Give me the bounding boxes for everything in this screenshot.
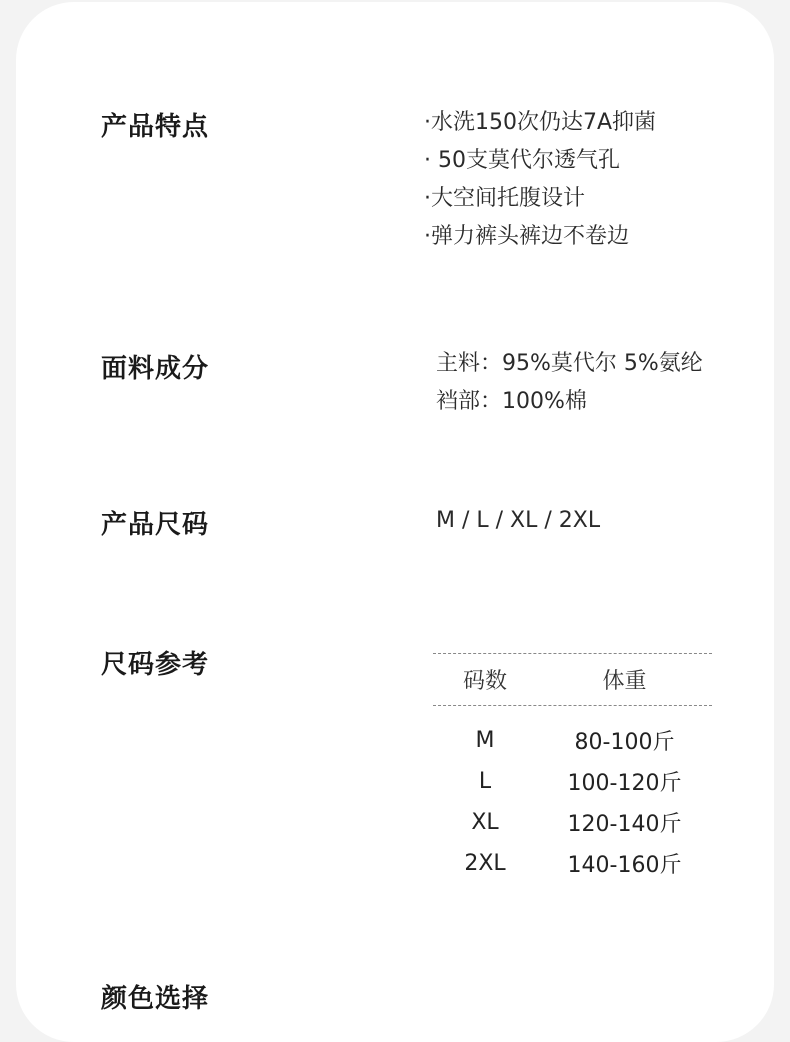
weight-cell: 80-100斤 — [574, 730, 675, 755]
table-row — [433, 720, 712, 761]
features-list — [424, 104, 656, 256]
size-cell: 2XL — [464, 851, 506, 876]
feature-item: ·弹力裤头裤边不卷边 — [424, 224, 629, 249]
fabric-heading: 面料成分 — [101, 354, 210, 384]
size-cell: XL — [471, 810, 499, 835]
sizes-heading: 产品尺码 — [101, 510, 210, 540]
size-reference-heading: 尺码参考 — [101, 650, 210, 680]
fabric-main: 主料：95%莫代尔 5%氨纶 — [436, 351, 703, 376]
fabric-crotch: 裆部：100%棉 — [436, 389, 587, 414]
table-row — [433, 802, 712, 843]
size-cell: M — [475, 728, 495, 753]
column-header-size: 码数 — [462, 669, 507, 694]
fabric-composition — [436, 345, 703, 421]
weight-cell: 140-160斤 — [567, 853, 682, 878]
weight-cell: 100-120斤 — [567, 771, 682, 796]
feature-item: · 50支莫代尔透气孔 — [424, 148, 620, 173]
table-header — [433, 654, 712, 705]
size-cell: L — [478, 769, 492, 794]
table-row — [433, 761, 712, 802]
features-heading: 产品特点 — [101, 112, 210, 142]
size-reference-table — [433, 653, 712, 884]
column-header-weight: 体重 — [602, 669, 647, 694]
sizes-value: M / L / XL / 2XL — [436, 508, 601, 533]
color-heading: 颜色选择 — [101, 984, 210, 1014]
table-row — [433, 843, 712, 884]
weight-cell: 120-140斤 — [567, 812, 682, 837]
feature-item: ·大空间托腹设计 — [424, 186, 585, 211]
feature-item: ·水洗150次仍达7A抑菌 — [424, 110, 657, 135]
